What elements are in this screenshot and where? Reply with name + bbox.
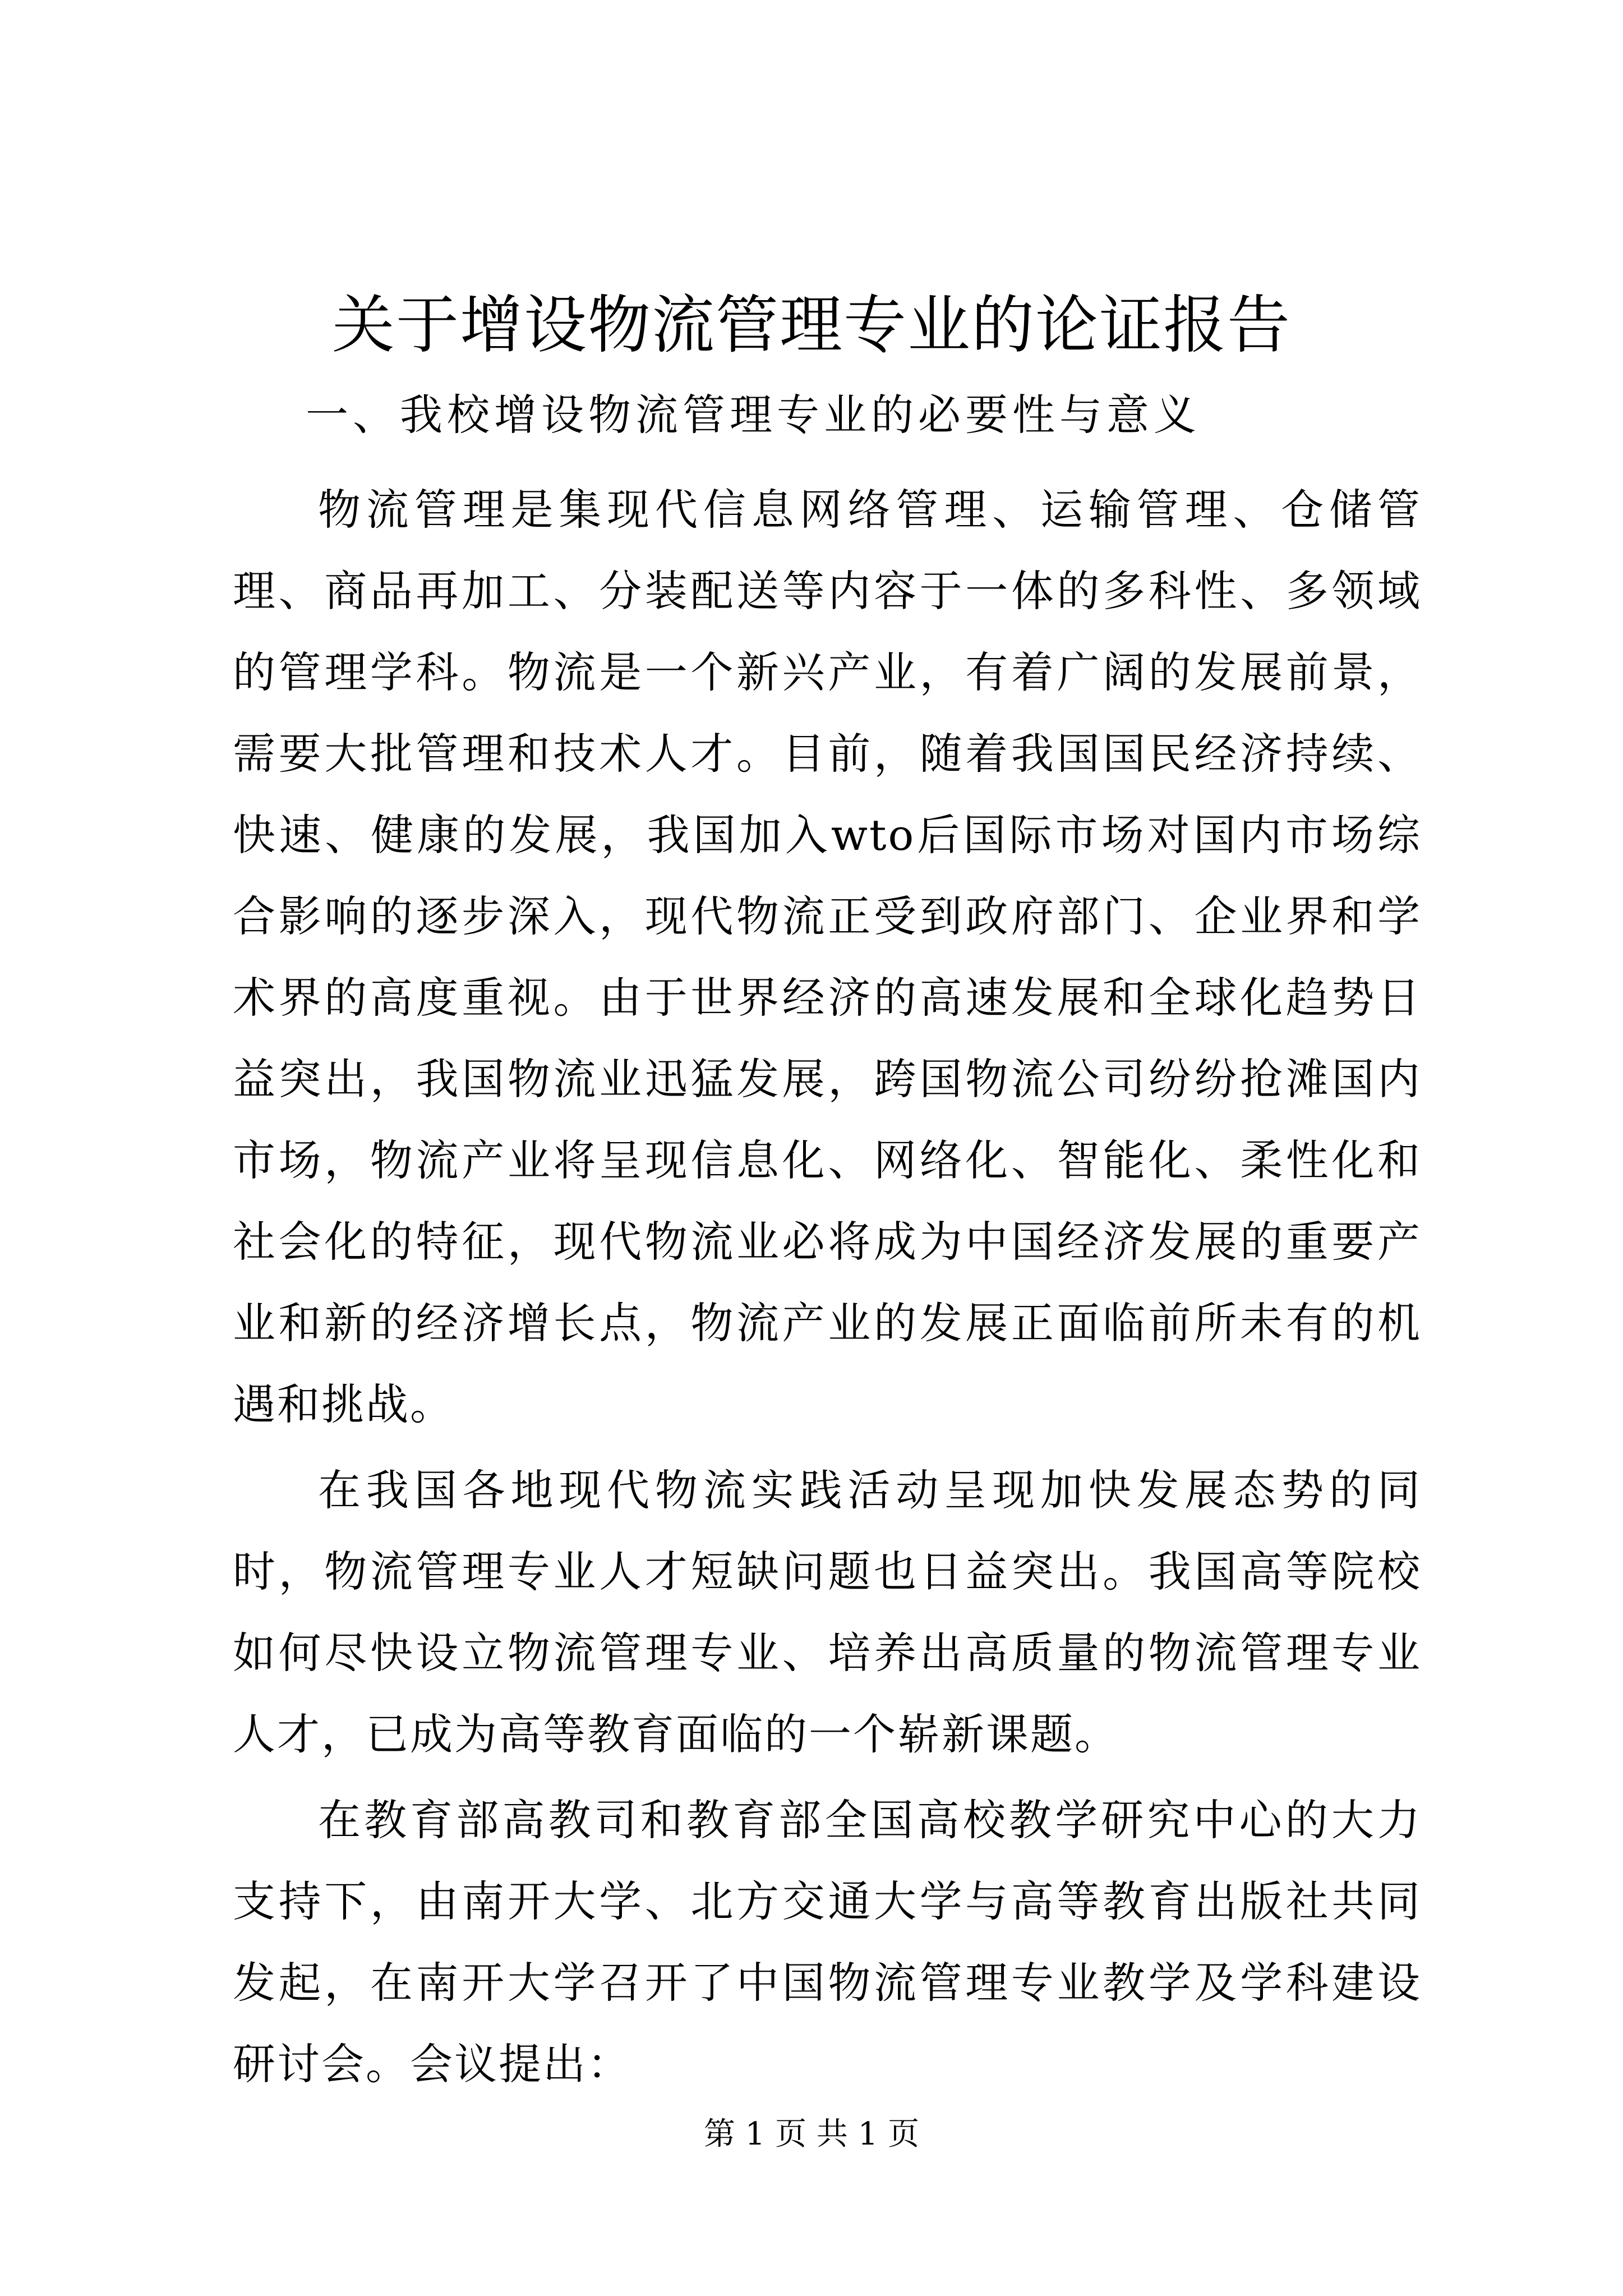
document-title: 关于增设物流管理专业的论证报告 [332, 289, 1291, 362]
page-footer: 第 1 页 共 1 页 [703, 2116, 920, 2152]
document-body [233, 469, 1422, 2105]
paragraph: 物流管理是集现代信息网络管理、运输管理、仓储管理、商品再加工、分装配送等内容于一体的多科性、多领域的管理学科。物流是一个新兴产业，有着广阔的发展前景，需要大批管理和技术人才。目前，随着我国国民经济持续、快速、健康的发展，我国加入wto后国际市场对国内市场综合影响的逐步深入，现代物流正受到政府部门、企业界和学术界的高度重视。由于世界经济的高速发展和全球化趋势日益突出，我国物流业迅猛发展，跨国物流公司纷纷抢滩国内市场，物流产业将呈现信息化、网络化、智能化、柔性化和社会化的特征，现代物流业必将成为中国经济发展的重要产业和新的经济增长点，物流产业的发展正面临前所未有的机遇和挑战。 [233, 485, 1422, 1429]
section-heading: 一、我校增设物流管理专业的必要性与意义 [306, 390, 1201, 440]
paragraph: 在我国各地现代物流实践活动呈现加快发展态势的同时，物流管理专业人才短缺问题也日益突出。我国高等院校如何尽快设立物流管理专业、培养出高质量的物流管理专业人才，已成为高等教育面临的一个崭新课题。 [233, 1465, 1422, 1759]
paragraph: 在教育部高教司和教育部全国高校教学研究中心的大力支持下，由南开大学、北方交通大学与高等教育出版社共同发起，在南开大学召开了中国物流管理专业教学及学科建设研讨会。会议提出： [233, 1795, 1422, 2089]
